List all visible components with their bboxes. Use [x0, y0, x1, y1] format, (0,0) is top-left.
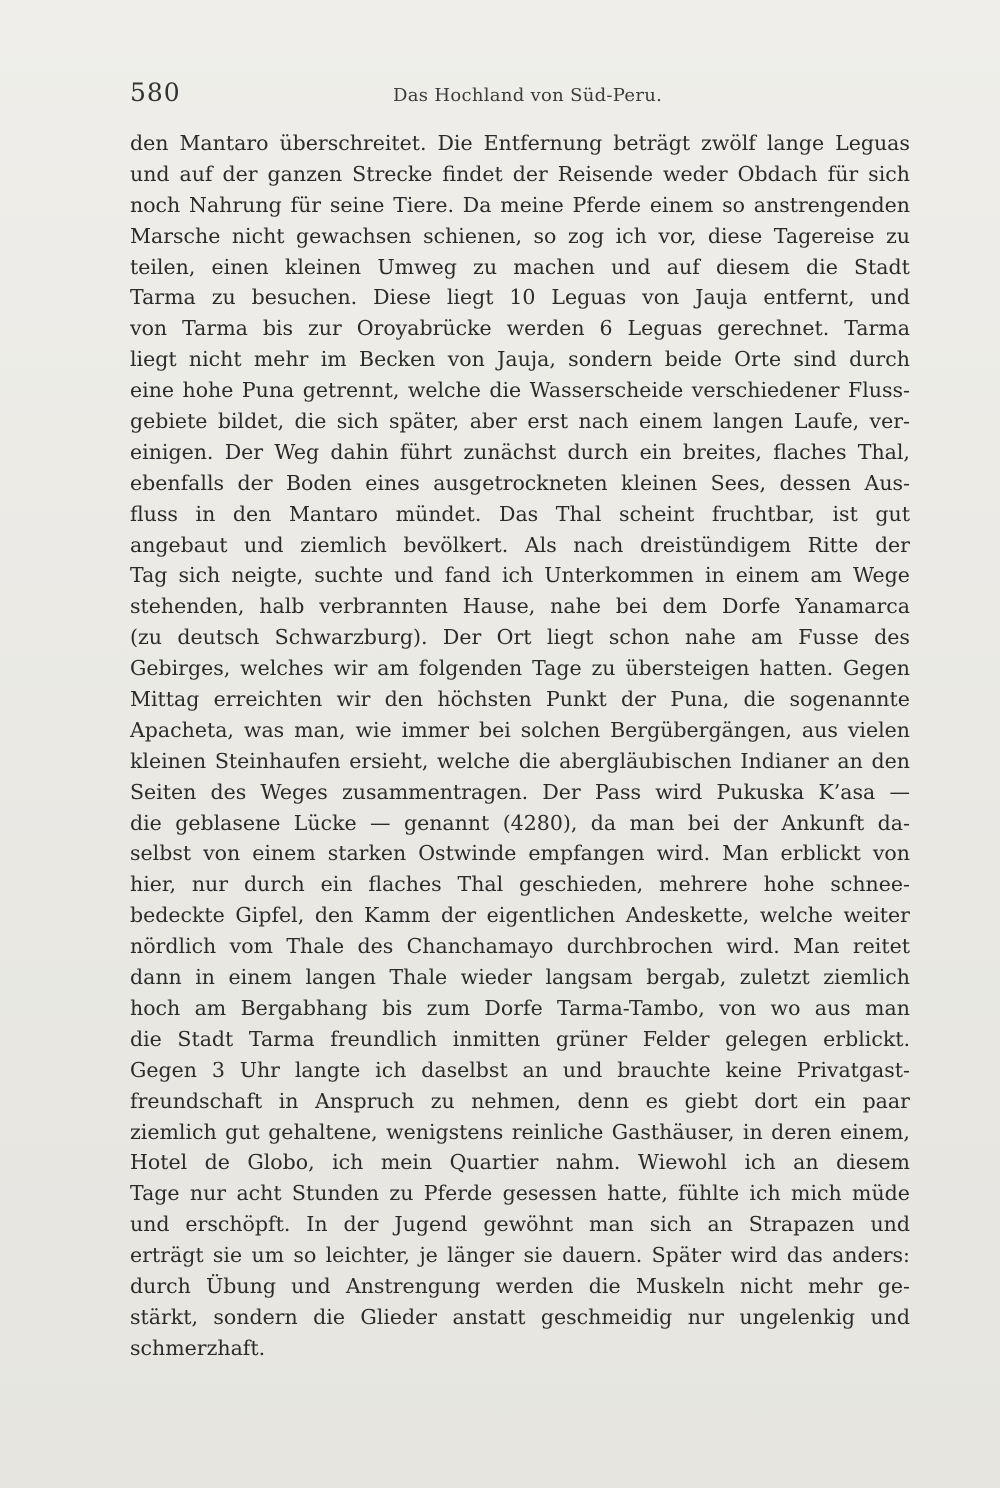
text-line: Gebirges, welches wir am folgenden Tage zu übersteigen hatten. Gegen [130, 656, 910, 681]
text-line: hoch am Bergabhang bis zum Dorfe Tarma-Tambo, von wo aus man [130, 995, 910, 1020]
text-line: teilen, einen kleinen Umweg zu machen und auf diesem die Stadt [130, 254, 910, 279]
text-line: stehenden, halb verbrannten Hause, nahe bei dem Dorfe Yanamarca [130, 594, 910, 619]
text-line: Tag sich neigte, suchte und fand ich Unterkommen in einem am Wege [130, 563, 910, 588]
text-line: Apacheta, was man, wie immer bei solchen Bergübergängen, aus vielen [130, 717, 910, 742]
text-line: Hotel de Globo, ich mein Quartier nahm. Wiewohl ich an diesem [130, 1150, 910, 1175]
text-line: erträgt sie um so leichter, je länger sie dauern. Später wird das anders: [130, 1243, 910, 1268]
text-line: stärkt, sondern die Glieder anstatt geschmeidig nur ungelenkig und [130, 1304, 910, 1329]
text-line: Mittag erreichten wir den höchsten Punkt der Puna, die sogenannte [130, 687, 910, 712]
text-line: von Tarma bis zur Oroyabrücke werden 6 Leguas gerechnet. Tarma [130, 316, 910, 341]
text-line: die geblasene Lücke — genannt (4280), da man bei der Ankunft da- [130, 810, 910, 835]
body-text [130, 128, 910, 1364]
text-line: Marsche nicht gewachsen schienen, so zog ich vor, diese Tagereise zu [130, 223, 910, 248]
text-line: eine hohe Puna getrennt, welche die Wasserscheide verschiedener Fluss- [130, 378, 910, 403]
text-line: und erschöpft. In der Jugend gewöhnt man sich an Strapazen und [130, 1212, 910, 1237]
text-line: durch Übung und Anstrengung werden die Muskeln nicht mehr ge- [130, 1273, 910, 1298]
text-line: gebiete bildet, die sich später, aber erst nach einem langen Laufe, ver- [130, 409, 910, 434]
text-line: dann in einem langen Thale wieder langsam bergab, zuletzt ziemlich [130, 965, 910, 990]
running-title: Das Hochland von Süd-Peru. [393, 85, 663, 106]
text-line: die Stadt Tarma freundlich inmitten grüner Felder gelegen erblickt. [130, 1026, 910, 1051]
page-number: 580 [130, 78, 181, 107]
text-line: freundschaft in Anspruch zu nehmen, denn es giebt dort ein paar [130, 1088, 910, 1113]
text-line: schmerzhaft. [130, 1335, 266, 1360]
text-line: fluss in den Mantaro mündet. Das Thal scheint fruchtbar, ist gut [130, 501, 910, 526]
text-line: noch Nahrung für seine Tiere. Da meine Pferde einem so anstrengenden [130, 192, 910, 217]
text-line: Seiten des Weges zusammentragen. Der Pass wird Pukuska K’asa — [130, 779, 910, 804]
text-line: Tarma zu besuchen. Diese liegt 10 Leguas von Jauja entfernt, und [130, 285, 910, 310]
text-line: den Mantaro überschreitet. Die Entfernung beträgt zwölf lange Leguas [130, 131, 910, 155]
text-line: Gegen 3 Uhr langte ich daselbst an und brauchte keine Privatgast- [130, 1057, 910, 1082]
text-line: und auf der ganzen Strecke findet der Reisende weder Obdach für sich [130, 161, 910, 186]
text-line: liegt nicht mehr im Becken von Jauja, sondern beide Orte sind durch [130, 347, 910, 372]
text-line: nördlich vom Thale des Chanchamayo durchbrochen wird. Man reitet [130, 934, 910, 959]
text-line: hier, nur durch ein flaches Thal geschieden, mehrere hohe schnee- [130, 872, 910, 897]
text-line: bedeckte Gipfel, den Kamm der eigentlichen Andeskette, welche weiter [130, 903, 910, 928]
text-line: (zu deutsch Schwarzburg). Der Ort liegt schon nahe am Fusse des [130, 625, 910, 650]
text-line: Tage nur acht Stunden zu Pferde gesessen hatte, fühlte ich mich müde [130, 1181, 910, 1206]
text-line: kleinen Steinhaufen ersieht, welche die abergläubischen Indianer an den [130, 748, 910, 773]
page-header [130, 78, 900, 114]
text-line: ebenfalls der Boden eines ausgetrockneten kleinen Sees, dessen Aus- [130, 470, 910, 495]
text-line: selbst von einem starken Ostwinde empfangen wird. Man erblickt von [130, 841, 910, 866]
text-line: angebaut und ziemlich bevölkert. Als nach dreistündigem Ritte der [130, 532, 910, 557]
text-line: ziemlich gut gehaltene, wenigstens reinliche Gasthäuser, in deren einem, [130, 1119, 910, 1144]
text-line: einigen. Der Weg dahin führt zunächst durch ein breites, flaches Thal, [130, 439, 910, 464]
